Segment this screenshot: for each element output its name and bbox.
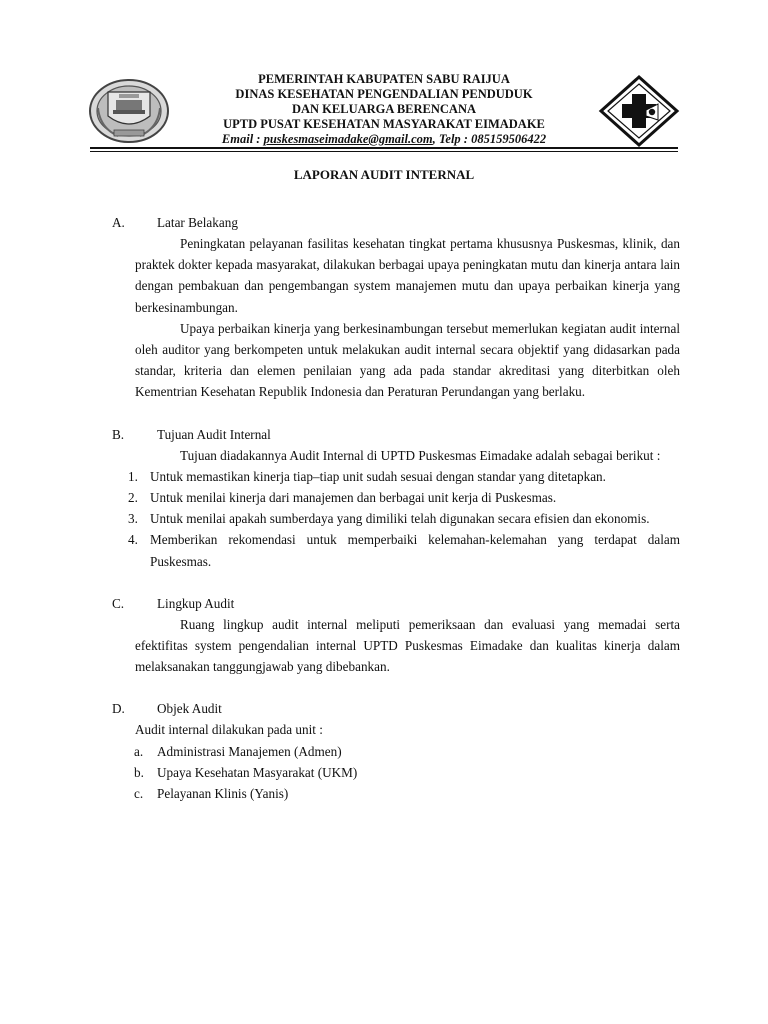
section-a-paragraph-1: Peningkatan pelayanan fasilitas kesehatan tingkat pertama khususnya Puskesmas, klinik, dan praktek dokter kepada masyarakat, dilakukan berbagai upaya peningkatan mutu dan kinerja antara lain dengan pembakuan dan pengembangan system manajemen mutu dan upaya perbaikan kinerja yang berkesinambungan. — [135, 236, 680, 315]
section-title: Latar Belakang — [157, 215, 238, 230]
list-number: 4. — [128, 532, 138, 548]
section-letter: C. — [112, 595, 125, 611]
list-letter: b. — [134, 764, 144, 780]
letterhead-line-1: PEMERINTAH KABUPATEN SABU RAIJUA — [258, 72, 510, 86]
list-item — [112, 762, 680, 783]
section-title: Tujuan Audit Internal — [157, 426, 271, 442]
section-b-heading — [112, 424, 680, 445]
list-number: 2. — [128, 490, 138, 506]
section-b-intro: Tujuan diadakannya Audit Internal di UPTD Puskesmas Eimadake adalah sebagai berikut : — [180, 447, 661, 463]
list-item — [112, 783, 680, 804]
list-letter: c. — [134, 786, 144, 802]
section-letter: A. — [112, 215, 125, 230]
letterhead-contact — [172, 132, 596, 147]
section-a-heading — [112, 212, 680, 233]
section-d-heading — [112, 698, 680, 719]
phone-number: 085159506422 — [471, 132, 547, 146]
list-text: Untuk menilai kinerja dari manajemen dan berbagai unit kerja di Puskesmas. — [150, 490, 557, 506]
list-letter: a. — [134, 743, 144, 759]
section-a-paragraph-2: Upaya perbaikan kinerja yang berkesinambungan tersebut memerlukan kegiatan audit internal oleh auditor yang berkompeten untuk melakukan audit internal secara objektif yang didasarkan pada standar, kriteria dan elemen penilaian yang ada pada standar akreditasi yang diterbitkan oleh Kementrian Kesehatan Republik Indonesia dan Peraturan Perundangan yang berlaku. — [135, 320, 680, 400]
letterhead-line-3: DAN KELUARGA BERENCANA — [291, 102, 477, 116]
section-c-heading — [112, 593, 680, 614]
section-d-intro: Audit internal dilakukan pada unit : — [135, 722, 323, 738]
document-body — [112, 212, 680, 804]
letterhead-divider-thin — [90, 151, 678, 152]
email-label: Email : — [221, 132, 264, 146]
list-number: 3. — [128, 511, 138, 527]
section-title: Lingkup Audit — [157, 595, 235, 611]
section-d-list — [112, 741, 680, 805]
section-letter: B. — [112, 426, 125, 442]
phone-label: , Telp : — [432, 132, 472, 146]
list-item — [112, 529, 680, 571]
list-item — [112, 487, 680, 508]
section-title: Objek Audit — [157, 701, 222, 717]
section-b-list — [112, 466, 680, 572]
list-number: 1. — [128, 468, 138, 484]
list-item — [112, 466, 680, 487]
list-item — [112, 741, 680, 762]
list-item — [112, 508, 680, 529]
regency-emblem-icon — [88, 78, 170, 144]
email-link[interactable]: puskesmaseimadake@gmail.com — [263, 132, 433, 146]
list-text: Administrasi Manajemen (Admen) — [157, 743, 342, 759]
letterhead-divider-thick — [90, 147, 678, 149]
letterhead-text — [172, 72, 596, 147]
list-text: Untuk memastikan kinerja tiap–tiap unit sudah sesuai dengan standar yang ditetapkan. — [150, 468, 606, 484]
letterhead-line-2: DINAS KESEHATAN PENGENDALIAN PENDUDUK — [235, 87, 533, 101]
list-text: Pelayanan Klinis (Yanis) — [157, 786, 289, 802]
list-text: Memberikan rekomendasi untuk memperbaiki kelemahan-kelemahan yang terdapat dalam Puskesmas. — [150, 532, 680, 569]
section-letter: D. — [112, 701, 125, 717]
document-title: LAPORAN AUDIT INTERNAL — [293, 167, 475, 182]
letterhead — [88, 72, 680, 148]
list-text: Untuk menilai apakah sumberdaya yang dimiliki telah digunakan secara efisien dan ekonomis. — [150, 511, 650, 527]
puskesmas-cross-icon — [598, 74, 680, 148]
list-text: Upaya Kesehatan Masyarakat (UKM) — [157, 764, 358, 780]
section-c-paragraph: Ruang lingkup audit internal meliputi pemeriksaan dan evaluasi yang memadai serta efektifitas system pengendalian internal UPTD Puskesmas Eimadake dan kualitas kinerja dalam melaksanakan tanggungjawab yang dibebankan. — [135, 616, 680, 675]
letterhead-line-4: UPTD PUSAT KESEHATAN MASYARAKAT EIMADAKE — [223, 117, 545, 131]
